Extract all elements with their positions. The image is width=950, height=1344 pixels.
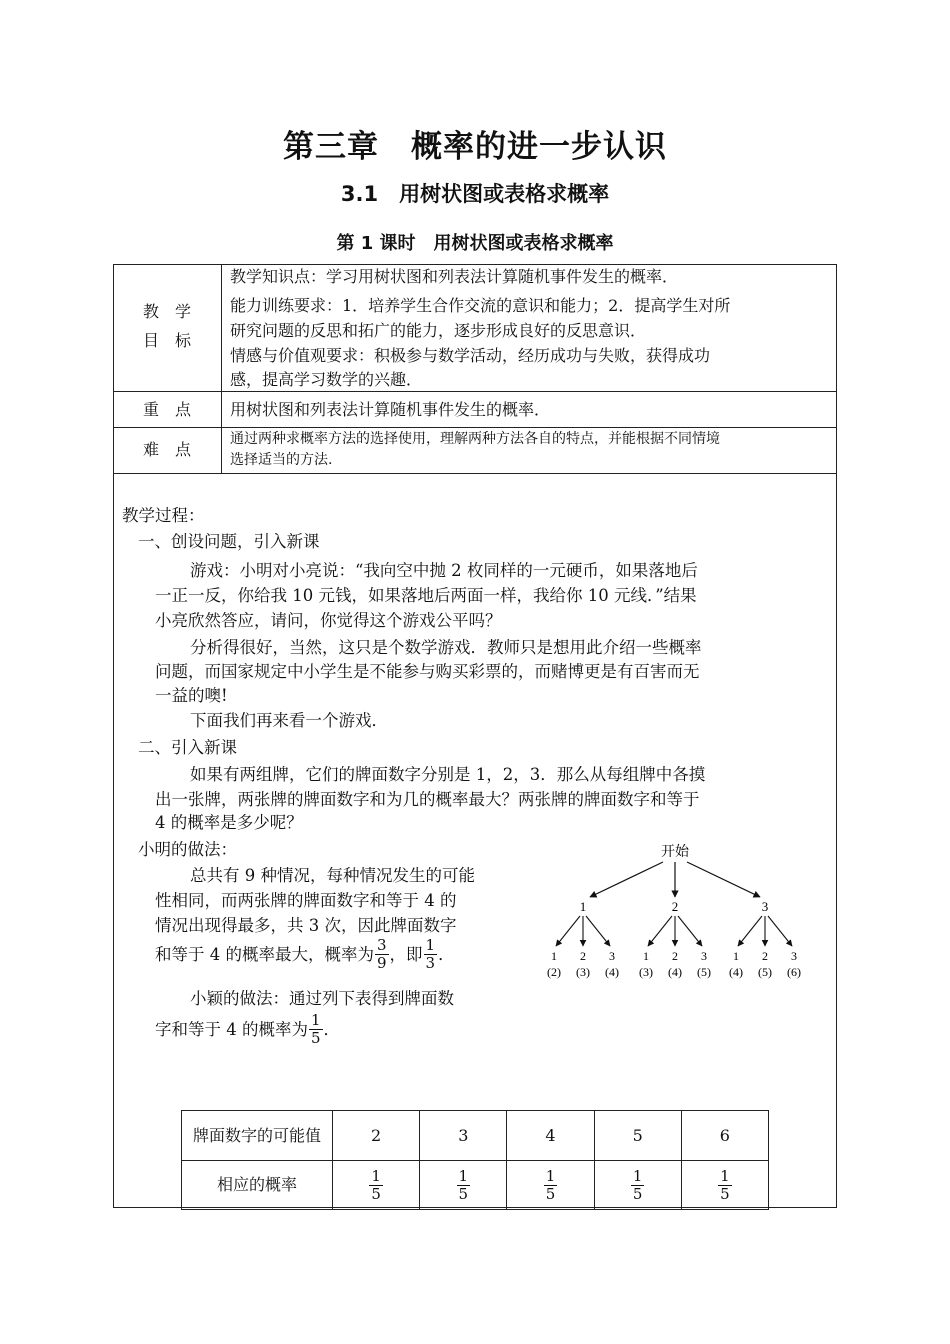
fraction-numerator: 1 [545,1166,556,1185]
chapter-title: 第三章 概率的进一步认识 [283,129,667,165]
key-point-label: 重 点 [142,400,191,419]
table-cell-probability [333,1161,420,1210]
fraction [544,1168,558,1203]
tree-sum-label: (3) [576,965,590,979]
fraction-numerator: 1 [311,1011,321,1029]
fraction-numerator: 3 [377,936,387,954]
table-row [182,1161,769,1210]
table-row [182,1111,769,1161]
fraction-denominator: 9 [377,954,387,972]
tree-level2-node: 3 [701,949,707,963]
key-point-text: 用树状图和列表法计算随机事件发生的概率． [230,400,551,419]
row-divider-2 [113,427,837,428]
cards-line-2: 出一张牌，两张牌的牌面数字和为几的概率最大？两张牌的牌面数字和等于 [155,790,700,809]
tree-diagram [530,838,820,984]
objective-emotion-1: 情感与价值观要求：积极参与数学活动，经历成功与失败，获得成功 [230,346,711,365]
analysis-line-1: 分析得很好，当然，这只是个数学游戏．教师只是想用此介绍一些概率 [190,638,702,657]
objective-knowledge: 教学知识点：学习用树状图和列表法计算随机事件发生的概率． [230,267,679,286]
tree-edge [556,916,580,946]
objectives-label-1: 教 学 [142,302,191,321]
objectives-label-2: 目 标 [142,331,191,350]
objective-emotion-2: 感，提高学习数学的兴趣． [230,370,423,389]
fraction-numerator: 1 [458,1166,469,1185]
table-cell-value: 3 [420,1111,507,1161]
xiaoming-line-1: 总共有 9 种情况，每种情况发生的可能 [190,866,475,885]
fraction [457,1168,471,1203]
fraction-denominator: 5 [632,1184,643,1203]
game-line-2: 一正一反，你给我 10 元钱，如果落地后两面一样，我给你 10 元线．”结果 [155,586,697,605]
fraction-numerator: 1 [720,1166,730,1185]
process-heading: 教学过程： [122,506,205,525]
fraction-denominator: 3 [425,954,436,972]
tree-sum-label: (3) [639,965,653,979]
probability-table [181,1110,769,1210]
fraction-numerator: 1 [371,1166,381,1185]
tree-level1-node: 3 [761,899,769,914]
xiaoming-line-3: 情况出现得最多，共 3 次，因此牌面数字 [155,916,457,935]
xiaoming-title: 小明的做法： [138,840,237,859]
cards-line-3: 4 的概率是多少呢？ [155,813,303,832]
tree-level2-node: 1 [551,949,557,963]
tree-root-label: 开始 [661,845,689,860]
tree-level2-node: 2 [580,949,586,963]
fraction [631,1168,645,1203]
table-cell-value: 2 [333,1111,420,1161]
tree-edge [586,916,610,946]
tree-level1-node: 1 [579,899,587,914]
fraction-denominator: 5 [371,1184,381,1203]
analysis-line-3: 一益的噢! [155,686,228,705]
tree-level2-node: 2 [762,949,768,963]
tree-edge [678,916,702,946]
game-line-3: 小亮欣然答应，请问，你觉得这个游戏公平吗？ [155,611,502,630]
tree-edge [738,916,762,946]
tree-sum-label: (2) [547,965,561,979]
table-cell-probability [507,1161,594,1210]
fraction [718,1168,732,1203]
tree-level2-node: 3 [791,949,797,963]
fraction-denominator: 5 [458,1184,469,1203]
tree-edge [687,862,760,897]
xiaoming-line-4 [155,937,455,972]
difficulty-text-1: 通过两种求概率方法的选择使用，理解两种方法各自的特点，并能根据不同情境 [230,431,720,447]
tree-sum-label: (4) [668,965,682,979]
cards-line-1: 如果有两组牌，它们的牌面数字分别是 1，2，3．那么从每组牌中各摸 [190,765,706,784]
section-title: 3.1 用树状图或表格求概率 [340,182,610,206]
table-cell-probability [681,1161,768,1210]
fraction-1-5 [309,1012,323,1047]
xiaoming-line-4-mid: ，即 [389,944,423,964]
xiaoming-line-4-end: ． [438,944,455,964]
fraction-3-9 [375,937,389,972]
fraction-numerator: 1 [632,1166,643,1185]
table-header-probabilities: 相应的概率 [182,1161,333,1210]
objective-ability-2: 研究问题的反思和拓广的能力，逐步形成良好的反思意识． [230,321,647,340]
fraction-denominator: 5 [720,1184,730,1203]
fraction-1-3 [424,937,438,972]
xiaoying-line-2-text: 字和等于 4 的概率为 [155,1019,308,1039]
table-header-values: 牌面数字的可能值 [182,1111,333,1161]
fraction-denominator: 5 [545,1184,556,1203]
tree-level2-node: 3 [609,949,615,963]
tree-sum-label: (4) [729,965,743,979]
header-divider [221,264,222,473]
fraction-denominator: 5 [311,1029,321,1047]
fraction-numerator: 1 [425,936,436,954]
part2-title: 二、引入新课 [138,738,237,757]
tree-edge [590,862,663,897]
lesson-title: 第 1 课时 用树状图或表格求概率 [336,233,614,254]
table-cell-value: 5 [594,1111,681,1161]
table-cell-probability [594,1161,681,1210]
difficulty-label: 难 点 [142,440,191,459]
tree-edge [648,916,672,946]
table-cell-value: 6 [681,1111,768,1161]
fraction [369,1168,383,1203]
tree-level2-node: 1 [643,949,649,963]
tree-sum-label: (4) [605,965,619,979]
part1-title: 一、创设问题，引入新课 [138,532,320,551]
tree-level1-node: 2 [671,899,679,914]
tree-sum-label: (5) [697,965,711,979]
analysis-line-2: 问题，而国家规定中小学生是不能参与购买彩票的，而赌博更是有百害而无 [155,662,700,681]
tree-sum-label: (5) [758,965,772,979]
xiaoming-line-4-text: 和等于 4 的概率最大，概率为 [155,944,374,964]
tree-level2-node: 2 [672,949,678,963]
xiaoming-line-2: 性相同，而两张牌的牌面数字和等于 4 的 [155,891,457,910]
tree-edge [768,916,792,946]
table-cell-value: 4 [507,1111,594,1161]
difficulty-text-2: 选择适当的方法. [230,452,333,468]
tree-level2-node: 1 [733,949,739,963]
xiaoying-line-2-end: ． [323,1019,341,1039]
objective-ability-1: 能力训练要求：1．培养学生合作交流的意识和能力；2．提高学生对所 [230,296,731,315]
tree-sum-label: (6) [787,965,801,979]
xiaoying-line-2 [155,1012,340,1047]
xiaoying-line-1: 小颖的做法：通过列下表得到牌面数 [190,989,454,1008]
row-divider-3 [113,473,837,474]
next-game: 下面我们再来看一个游戏． [190,711,388,730]
table-cell-probability [420,1161,507,1210]
game-line-1: 游戏：小明对小亮说：“我向空中抛 2 枚同样的一元硬币，如果落地后 [190,561,698,580]
